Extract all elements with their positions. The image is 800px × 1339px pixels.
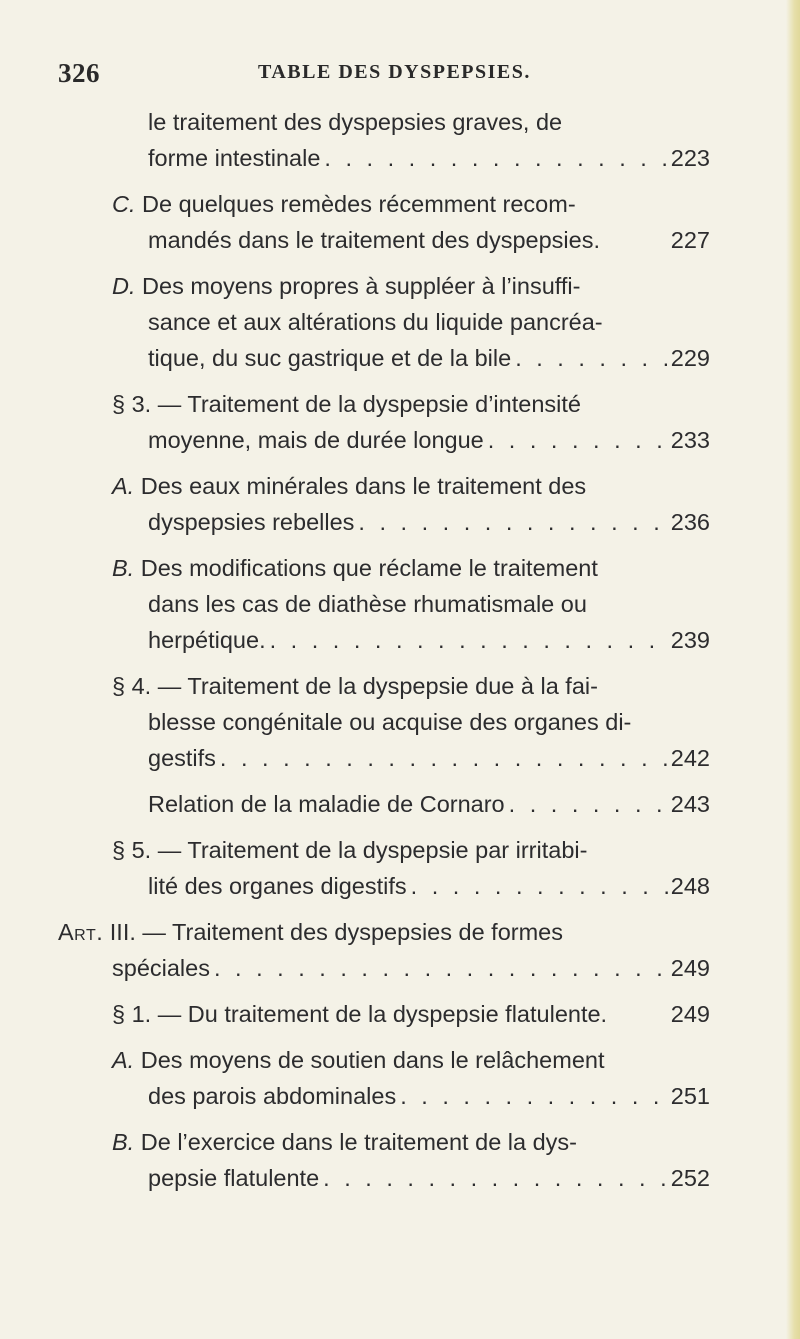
dot-leader bbox=[216, 740, 668, 776]
dot-leader bbox=[484, 422, 668, 458]
dot-leader bbox=[396, 1078, 668, 1114]
toc-entry bbox=[112, 996, 710, 1032]
toc-entry bbox=[148, 140, 710, 176]
toc-entry bbox=[112, 950, 710, 986]
toc-line: D. Des moyens propres à suppléer à l’insuffi- bbox=[112, 273, 581, 299]
entry-page: 223 bbox=[670, 145, 710, 171]
entry-page: 229 bbox=[670, 345, 710, 371]
entry-page: 251 bbox=[670, 1083, 710, 1109]
dot-leader bbox=[210, 950, 668, 986]
toc-entry bbox=[148, 1078, 710, 1114]
toc-line: § 4. — Traitement de la dyspepsie due à la fai- bbox=[112, 673, 598, 699]
toc-entry bbox=[148, 504, 710, 540]
dot-leader bbox=[511, 340, 668, 376]
toc-entry bbox=[148, 786, 710, 822]
toc-entry bbox=[148, 1160, 710, 1196]
entry-page: 236 bbox=[670, 509, 710, 535]
entry-title: moyenne, mais de durée longue bbox=[148, 427, 484, 453]
section-letter: B. bbox=[112, 555, 135, 581]
section-letter: B. bbox=[112, 1129, 135, 1155]
section-letter: A. bbox=[112, 1047, 135, 1073]
toc-line: Art. III. — Traitement des dyspepsies de formes bbox=[58, 919, 564, 945]
entry-page: 249 bbox=[670, 1001, 710, 1027]
article-label: Art. bbox=[58, 919, 104, 945]
toc-line: A. Des moyens de soutien dans le relâchement bbox=[112, 1047, 605, 1073]
toc-entry bbox=[148, 740, 710, 776]
toc-entry bbox=[148, 222, 710, 258]
dot-leader bbox=[505, 786, 668, 822]
entry-page: 233 bbox=[670, 427, 710, 453]
entry-title: tique, du suc gastrique et de la bile bbox=[148, 345, 512, 371]
toc-entry bbox=[148, 340, 710, 376]
toc-line: le traitement des dyspepsies graves, de bbox=[148, 109, 563, 135]
entry-title: des parois abdominales bbox=[148, 1083, 397, 1109]
toc-line: B. Des modifications que réclame le traitement bbox=[112, 555, 598, 581]
section-letter: A. bbox=[112, 473, 135, 499]
toc-line: A. Des eaux minérales dans le traitement des bbox=[112, 473, 587, 499]
dot-leader bbox=[407, 868, 668, 904]
entry-title: gestifs bbox=[148, 745, 216, 771]
running-header bbox=[58, 58, 698, 88]
toc-entry bbox=[148, 622, 710, 658]
entry-page: 227 bbox=[670, 227, 710, 253]
entry-page: 248 bbox=[670, 873, 710, 899]
entry-title: pepsie flatulente bbox=[148, 1165, 320, 1191]
entry-title: lité des organes digestifs bbox=[148, 873, 407, 899]
entry-title: dyspepsies rebelles bbox=[148, 509, 355, 535]
toc-entry bbox=[148, 868, 710, 904]
entry-title: spéciales bbox=[112, 955, 210, 981]
toc-line: blesse congénitale ou acquise des organes di- bbox=[148, 709, 632, 735]
toc-line: § 5. — Traitement de la dyspepsie par irritabi- bbox=[112, 837, 588, 863]
page-edge bbox=[786, 0, 800, 1339]
toc-line: B. De l’exercice dans le traitement de la dys- bbox=[112, 1129, 578, 1155]
entry-page: 249 bbox=[670, 955, 710, 981]
entry-title: herpétique. bbox=[148, 627, 266, 653]
entry-title: forme intestinale bbox=[148, 145, 321, 171]
running-title: TABLE DES DYSPEPSIES. bbox=[258, 61, 531, 83]
toc-line: dans les cas de diathèse rhumatismale ou bbox=[148, 591, 587, 617]
entry-page: 242 bbox=[670, 745, 710, 771]
page-number: 326 bbox=[58, 58, 100, 88]
toc-entry bbox=[148, 422, 710, 458]
toc-line: § 3. — Traitement de la dyspepsie d’intensité bbox=[112, 391, 581, 417]
entry-page: 239 bbox=[670, 627, 710, 653]
dot-leader bbox=[354, 504, 668, 540]
dot-leader bbox=[266, 622, 668, 658]
section-letter: D. bbox=[112, 273, 136, 299]
section-letter: C. bbox=[112, 191, 136, 217]
toc-line: C. De quelques remèdes récemment recom- bbox=[112, 191, 576, 217]
entry-page: 252 bbox=[670, 1165, 710, 1191]
toc-line: sance et aux altérations du liquide pancréa- bbox=[148, 309, 603, 335]
entry-title: Relation de la maladie de Cornaro bbox=[148, 791, 505, 817]
dot-leader bbox=[320, 140, 668, 176]
entry-title: § 1. — Du traitement de la dyspepsie flatulente. bbox=[112, 1001, 608, 1027]
entry-title: mandés dans le traitement des dyspepsies. bbox=[148, 227, 600, 253]
dot-leader bbox=[319, 1160, 668, 1196]
entry-page: 243 bbox=[670, 791, 710, 817]
